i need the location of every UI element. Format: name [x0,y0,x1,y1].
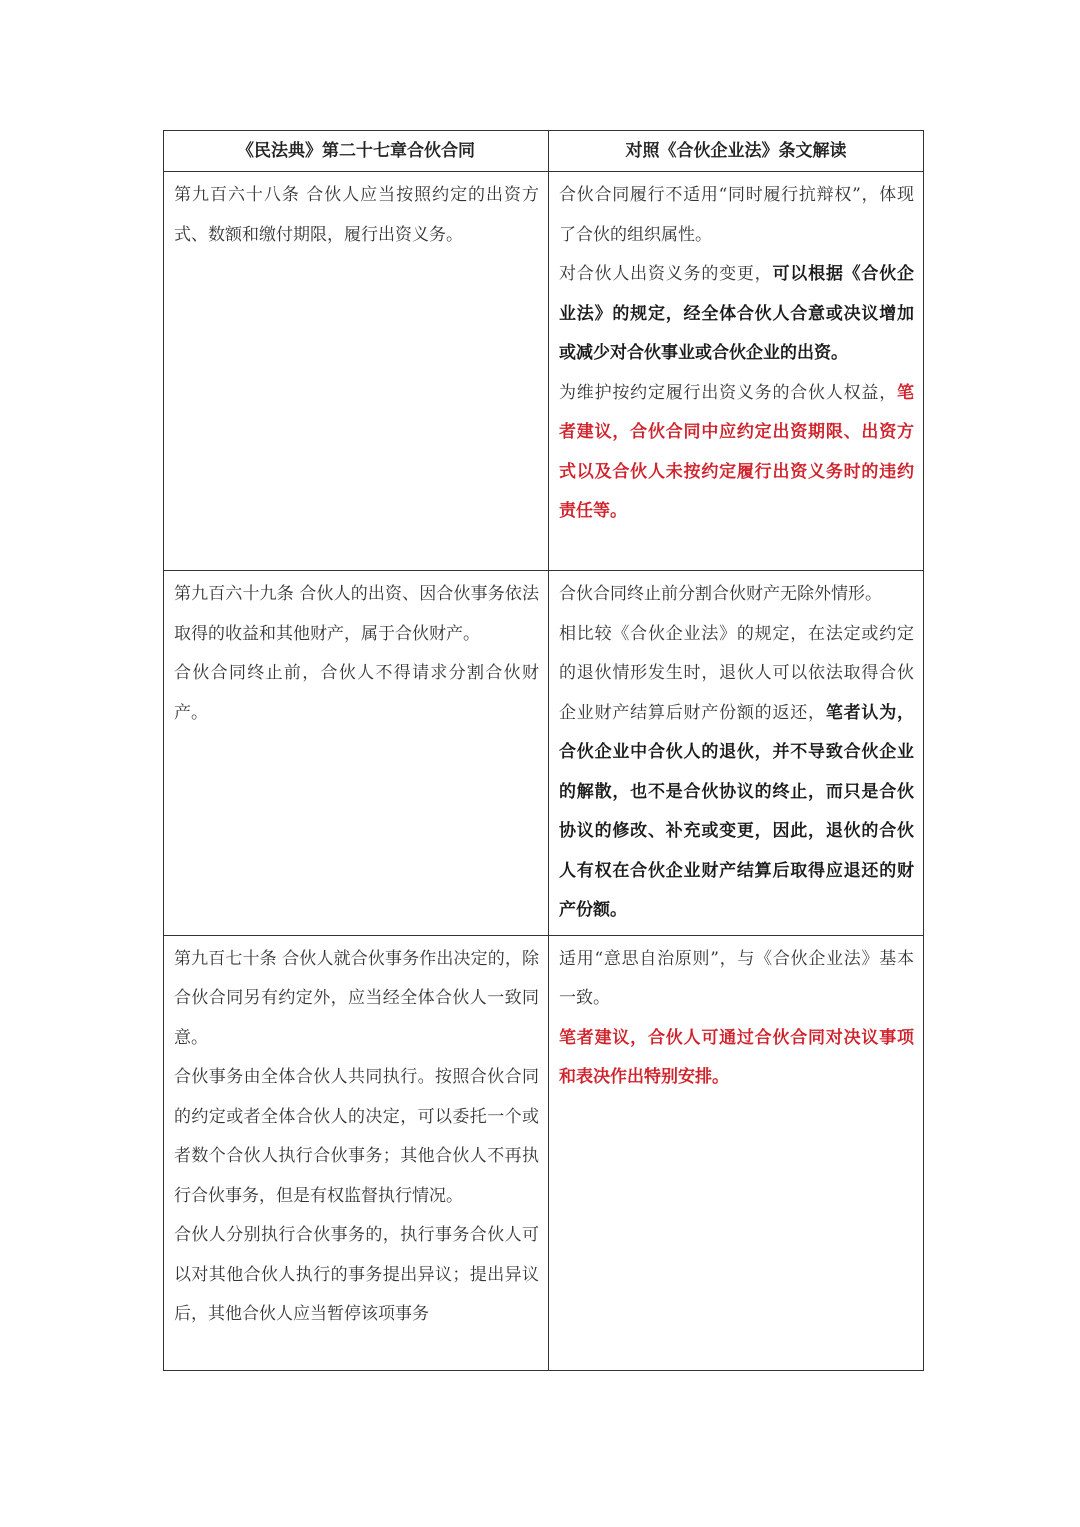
interpretation-paragraph [559,255,914,374]
civil-code-cell [164,571,549,936]
interpretation-cell [549,571,924,936]
interpretation-cell [549,935,924,1370]
table-row [164,172,924,571]
interpretation-cell [549,172,924,571]
table-row [164,571,924,936]
body-text: 合伙合同终止前分割合伙财产无除外情形。 [559,584,882,604]
body-text: 合伙合同履行不适用“同时履行抗辩权”，体现了合伙的组织属性。 [559,185,914,245]
interpretation-paragraph [559,940,914,1019]
emphasis-text: 笔者认为，合伙企业中合伙人的退伙，并不导致合伙企业的解散，也不是合伙协议的终止，而只是合伙协议的修改、补充或变更，因此，退伙的合伙人有权在合伙企业财产结算后取得应退还的财产份额。 [559,702,915,920]
article-paragraph: 合伙人分别执行合伙事务的，执行事务合伙人可以对其他合伙人执行的事务提出异议；提出异议后，其他合伙人应当暂停该项事务 [174,1225,539,1324]
author-suggestion-text: 笔者建议，合伙合同中应约定出资期限、出资方式以及合伙人未按约定履行出资义务时的违约责任等。 [559,382,914,521]
article-paragraph: 合伙事务由全体合伙人共同执行。按照合伙合同的约定或者全体合伙人的决定，可以委托一个或者数个合伙人执行合伙事务；其他合伙人不再执行合伙事务，但是有权监督执行情况。 [174,1067,539,1206]
emphasis-text: 可以根据《合伙企业法》的规定，经全体合伙人合意或决议增加或减少对合伙事业或合伙企业的出资。 [559,264,915,363]
interpretation-paragraph [559,176,914,255]
header-civil-code: 《民法典》第二十七章合伙合同 [164,131,549,172]
body-text: 为维护按约定履行出资义务的合伙人权益， [559,382,897,403]
interpretation-paragraph [559,374,914,532]
comparison-table [163,130,924,1371]
body-text: 适用“意思自治原则”，与《合伙企业法》基本一致。 [559,948,914,1008]
body-text: 对合伙人出资义务的变更， [559,264,773,284]
civil-code-cell [164,172,549,571]
interpretation-paragraph [559,575,914,615]
article-paragraph: 第九百七十条 合伙人就合伙事务作出决定的，除合伙合同另有约定外，应当经全体合伙人一致同意。 [174,948,539,1048]
body-text: 相比较《合伙企业法》的规定，在法定或约定的退伙情形发生时，退伙人可以依法取得合伙企业财产结算后财产份额的返还， [559,623,914,723]
article-paragraph: 第九百六十八条 合伙人应当按照约定的出资方式、数额和缴付期限，履行出资义务。 [174,185,539,245]
author-suggestion-text: 笔者建议，合伙人可通过合伙合同对决议事项和表决作出特别安排。 [559,1027,914,1087]
interpretation-paragraph [559,1019,914,1098]
header-partnership-law: 对照《合伙企业法》条文解读 [549,131,924,172]
article-paragraph: 合伙合同终止前，合伙人不得请求分割合伙财产。 [174,663,539,723]
interpretation-paragraph [559,615,914,931]
table-row [164,935,924,1370]
article-paragraph: 第九百六十九条 合伙人的出资、因合伙事务依法取得的收益和其他财产，属于合伙财产。 [174,584,539,644]
header-row [164,131,924,172]
civil-code-cell [164,935,549,1370]
